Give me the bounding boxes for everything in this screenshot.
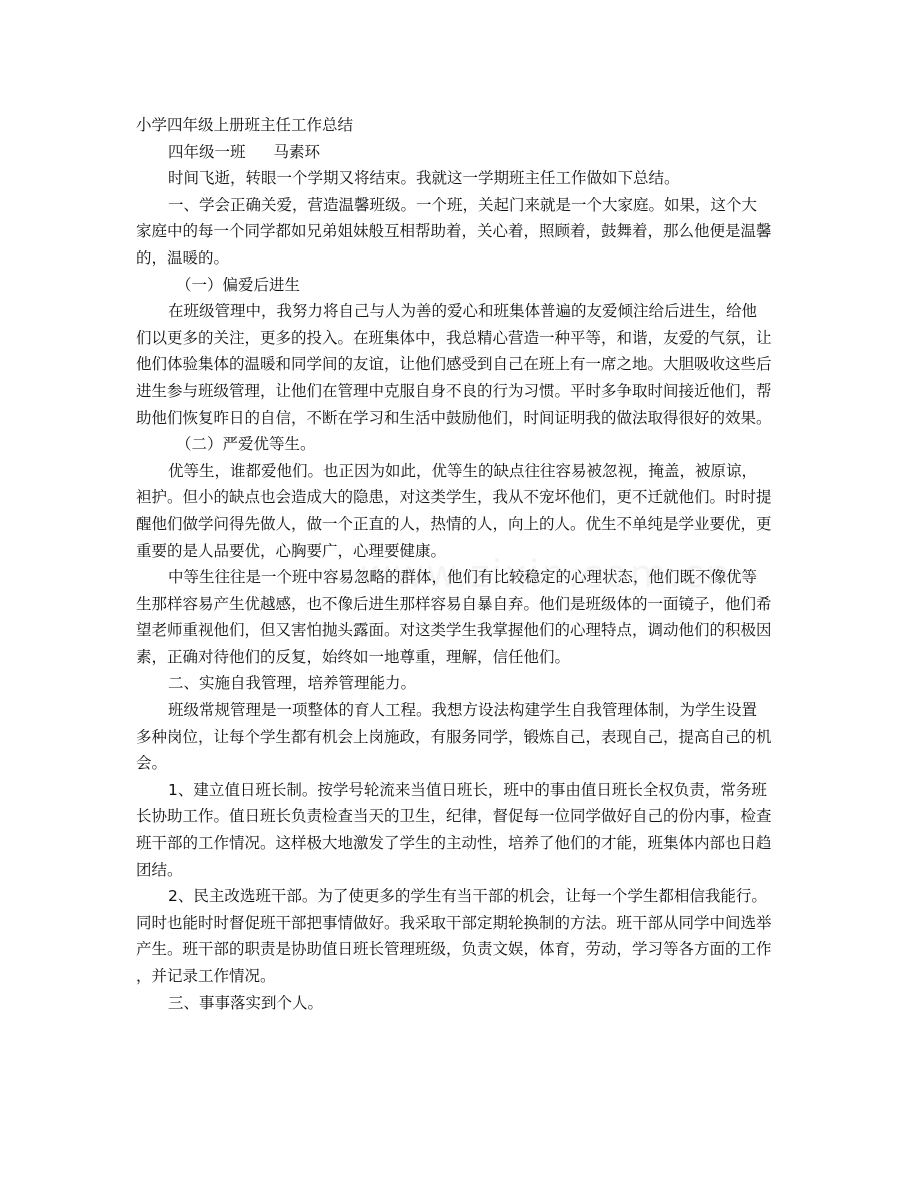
paragraph-s2_2 bbox=[136, 883, 796, 989]
document-title: 小学四年级上册班主任工作总结 bbox=[136, 116, 354, 134]
paragraph-list bbox=[136, 165, 796, 1016]
paragraph-line: 1、建立值日班长制。按学号轮流来当值日班长，班中的事由值日班长全权负责，常务班 bbox=[168, 780, 767, 799]
paragraph-line: 优等生，谁都爱他们。也正因为如此，优等生的缺点往往容易被忽视，掩盖，被原谅， bbox=[168, 461, 758, 480]
paragraph-line: 们以更多的关注，更多的投入。在班集体中，我总精心营造一种平等，和谐，友爱的气氛，让 bbox=[136, 328, 772, 347]
paragraph-s3 bbox=[136, 990, 796, 1017]
paragraph-s1 bbox=[136, 192, 796, 272]
paragraph-s1a bbox=[136, 272, 796, 299]
paragraph-line: （二）严爱优等生。 bbox=[176, 435, 316, 454]
paragraph-line: （一）偏爱后进生 bbox=[176, 275, 301, 294]
paragraph-s2 bbox=[136, 670, 796, 697]
paragraph-line: 长协助工作。值日班长负责检查当天的卫生，纪律，督促每一位同学做好自己的份内事，检查 bbox=[136, 807, 772, 826]
paragraph-line: 中等生往往是一个班中容易忽略的群体，他们有比较稳定的心理状态，他们既不像优等 bbox=[168, 568, 758, 587]
paragraph-s1b_body bbox=[136, 458, 796, 564]
paragraph-s1c_body bbox=[136, 564, 796, 670]
paragraph-s2_body bbox=[136, 697, 796, 777]
byline-author: 马素环 bbox=[273, 142, 321, 161]
paragraph-s1b bbox=[136, 431, 796, 458]
paragraph-s1a_body bbox=[136, 298, 796, 431]
paragraph-line: 时间飞逝，转眼一个学期又将结束。我就这一学期班主任工作做如下总结。 bbox=[168, 169, 680, 188]
paragraph-line: 同时也能时时督促班干部把事情做好。我采取干部定期轮换制的方法。班干部从同学中间选举 bbox=[136, 913, 772, 932]
paragraph-intro bbox=[136, 165, 796, 192]
paragraph-line: 素，正确对待他们的反复，始终如一地尊重，理解，信任他们。 bbox=[136, 647, 571, 666]
paragraph-line: ，并记录工作情况。 bbox=[136, 967, 276, 985]
paragraph-line: 班级常规管理是一项整体的育人工程。我想方设法构建学生自我管理体制，为学生设置 bbox=[168, 701, 758, 720]
paragraph-line: 重要的是人品要优，心胸要广，心理要健康。 bbox=[136, 541, 447, 560]
paragraph-line: 团结。 bbox=[136, 860, 183, 879]
paragraph-line: 望老师重视他们，但又害怕抛头露面。对这类学生我掌握他们的心理特点，调动他们的积极因 bbox=[136, 621, 772, 640]
paragraph-line: 袒护。但小的缺点也会造成大的隐患，对这类学生，我从不宠坏他们，更不迁就他们。时时提 bbox=[136, 488, 772, 507]
document-body bbox=[136, 112, 796, 1016]
paragraph-line: 进生参与班级管理，让他们在管理中克服自身不良的行为习惯。平时多争取时间接近他们，帮 bbox=[136, 381, 772, 400]
paragraph-line: 助他们恢复昨日的自信，不断在学习和生活中鼓励他们，时间证明我的做法取得很好的效果。 bbox=[136, 408, 772, 427]
paragraph-line: 二、实施自我管理，培养管理能力。 bbox=[168, 674, 417, 693]
paragraph-line: 在班级管理中，我努力将自己与人为善的爱心和班集体普遍的友爱倾注给后进生，给他 bbox=[168, 302, 758, 321]
paragraph-line: 生那样容易产生优越感，也不像后进生那样容易自暴自弃。他们是班级体的一面镜子，他们希 bbox=[136, 594, 772, 613]
paragraph-line: 他们体验集体的温暖和同学间的友谊，让他们感受到自己在班上有一席之地。大胆吸收这些后 bbox=[136, 355, 772, 374]
byline-class: 四年级一班 bbox=[168, 142, 246, 161]
paragraph-line: 家庭中的每一个同学都如兄弟姐妹般互相帮助着，关心着，照顾着，鼓舞着，那么他便是温馨 bbox=[136, 222, 772, 241]
byline bbox=[136, 139, 796, 166]
paragraph-line: 2、民主改选班干部。为了使更多的学生有当干部的机会，让每一个学生都相信我能行。 bbox=[168, 887, 767, 906]
paragraph-line: 三、事事落实到个人。 bbox=[168, 993, 324, 1012]
paragraph-line: 的，温暖的。 bbox=[136, 248, 230, 267]
paragraph-line: 会。 bbox=[136, 754, 168, 773]
paragraph-line: 一、学会正确关爱，营造温馨班级。一个班，关起门来就是一个大家庭。如果，这个大 bbox=[168, 195, 758, 214]
paragraph-line: 产生。班干部的职责是协助值日班长管理班级，负责文娱，体育，劳动，学习等各方面的工作 bbox=[136, 940, 772, 959]
paragraph-line: 醒他们做学问得先做人，做一个正直的人，热情的人，向上的人。优生不单纯是学业要优，更 bbox=[136, 514, 772, 533]
paragraph-s2_1 bbox=[136, 777, 796, 883]
paragraph-line: 班干部的工作情况。这样极大地激发了学生的主动性，培养了他们的才能，班集体内部也日趋 bbox=[136, 834, 772, 853]
paragraph-line: 多种岗位，让每个学生都有机会上岗施政，有服务同学，锻炼自己，表现自己，提高自己的机 bbox=[136, 727, 772, 746]
